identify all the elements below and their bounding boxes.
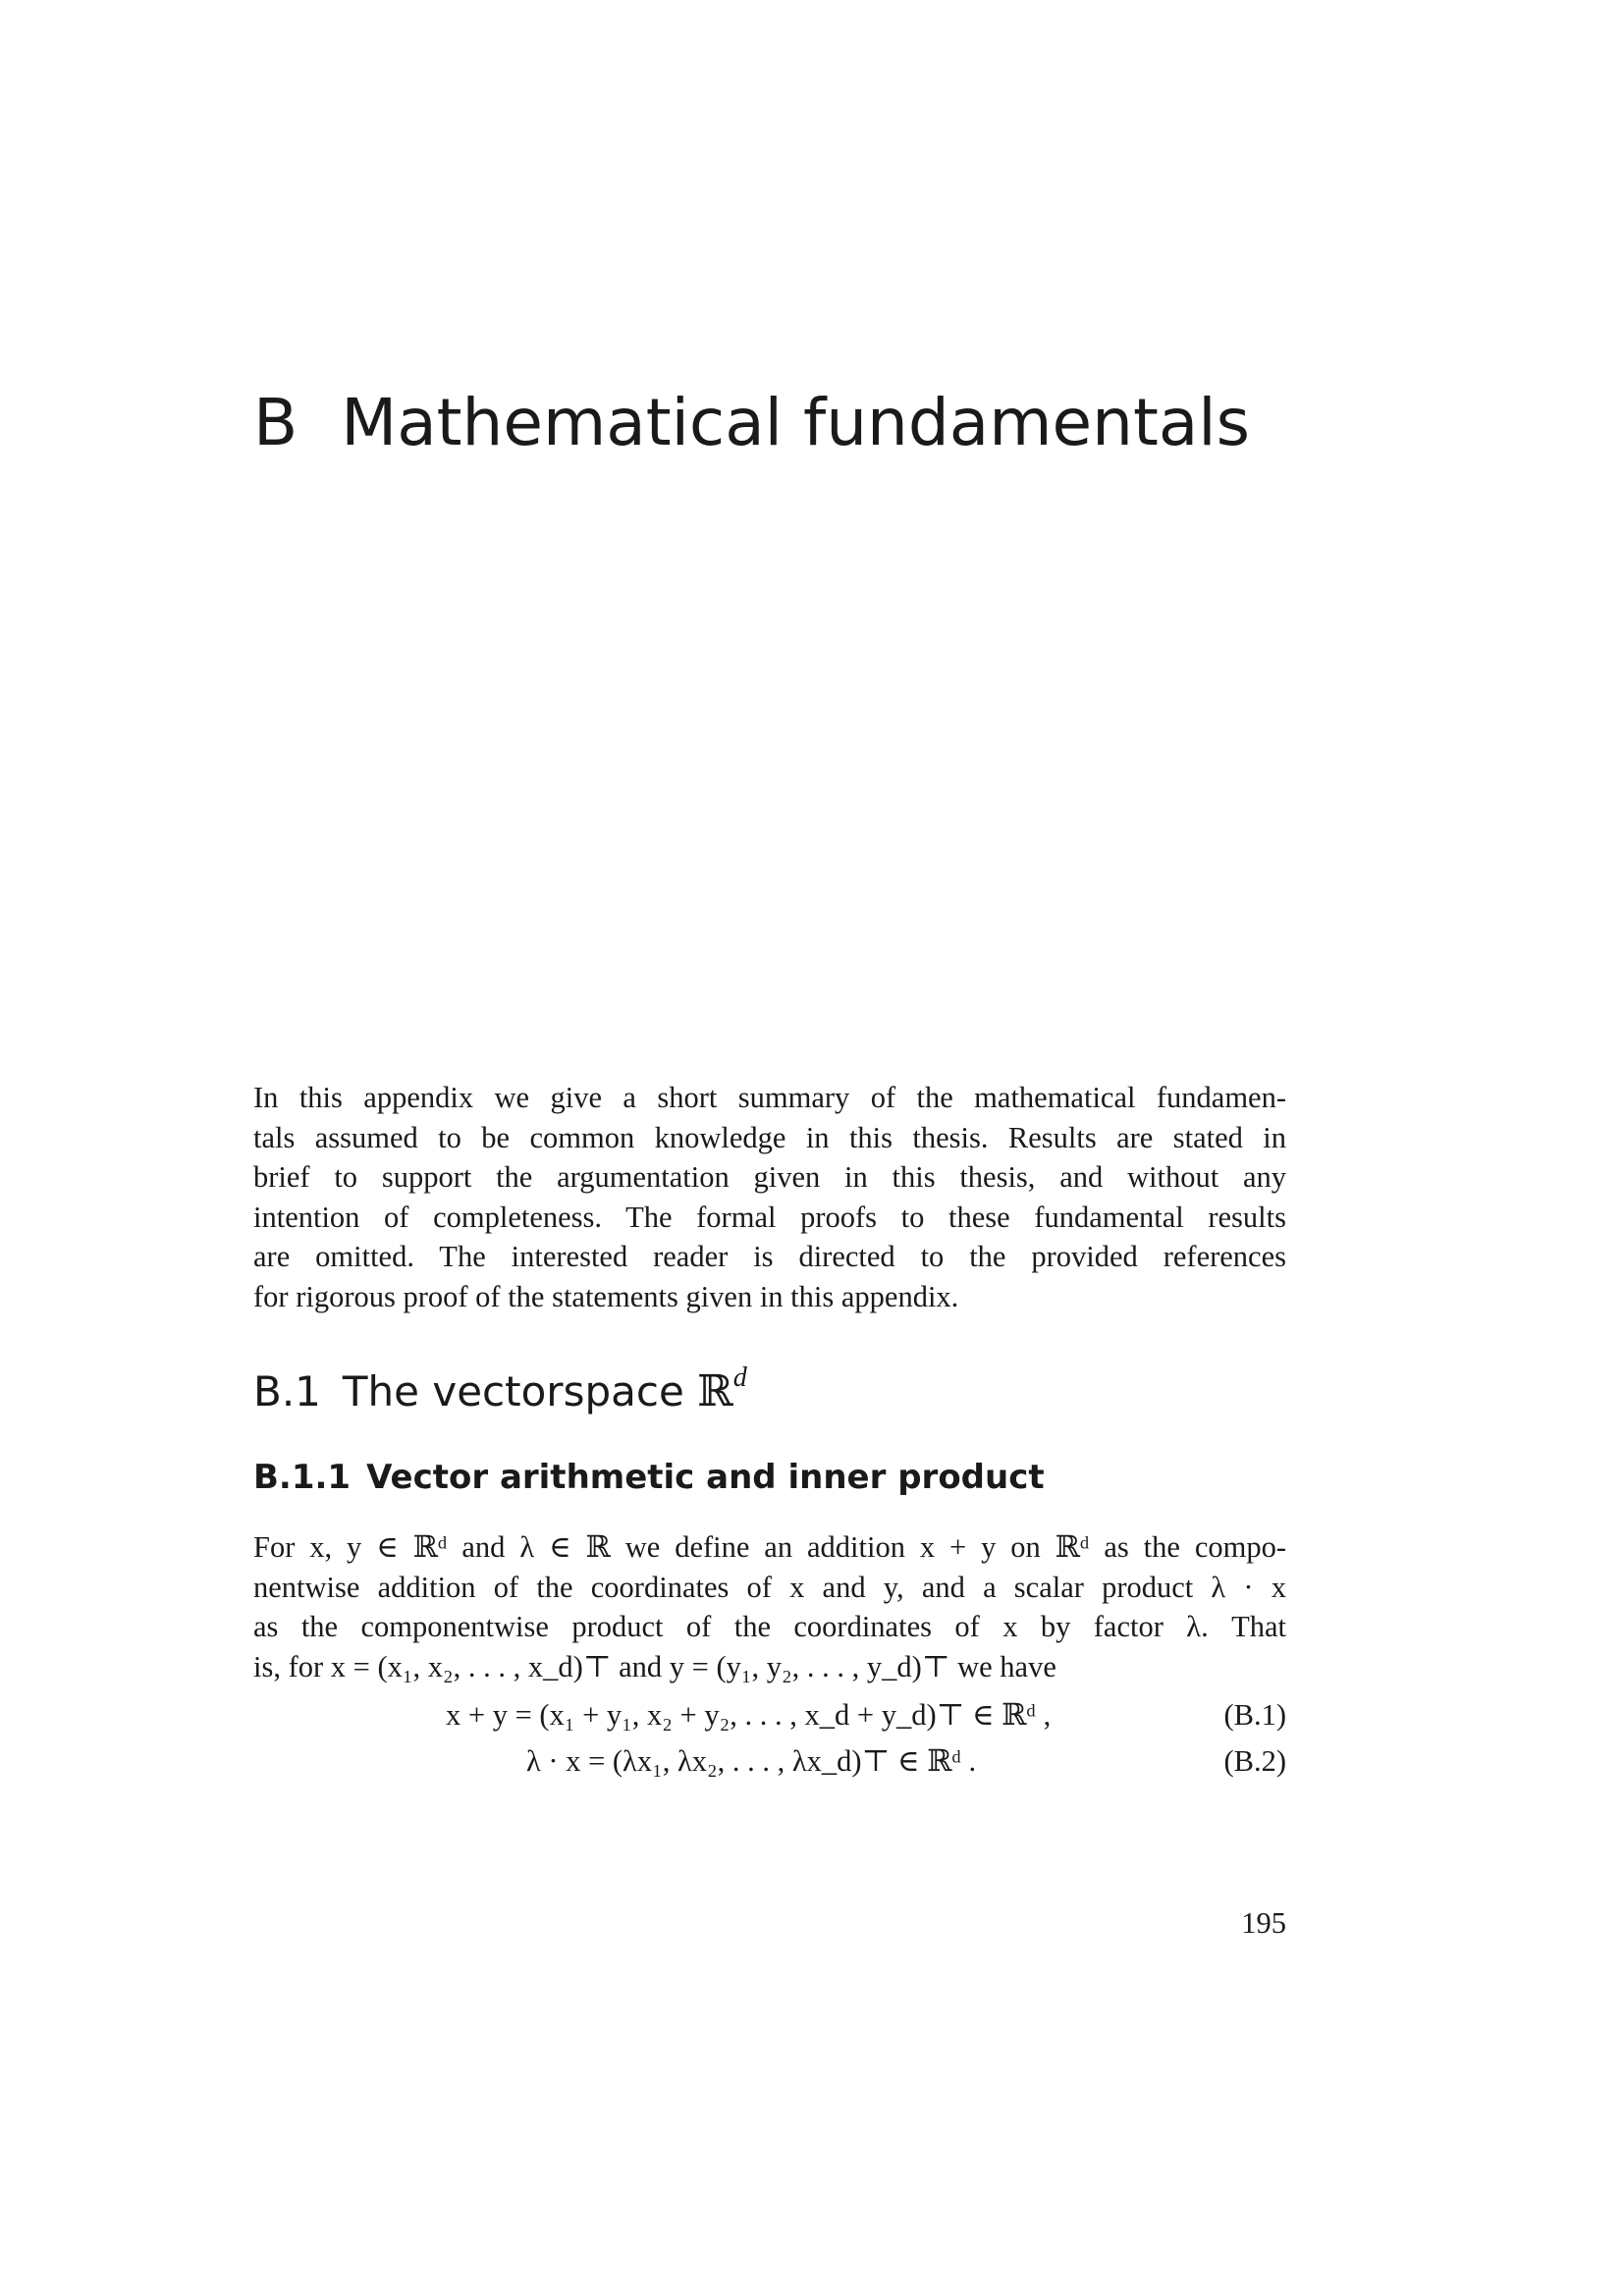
real-space-symbol: ℝ (697, 1366, 733, 1416)
intro-line: are omitted. The interested reader is directed to the provided references (253, 1240, 1286, 1273)
intro-line: for rigorous proof of the statements given in this appendix. (253, 1279, 959, 1313)
intro-line: tals assumed to be common knowledge in this thesis. Results are stated in (253, 1120, 1286, 1154)
equation-b2 (253, 1739, 1286, 1783)
body-line: is, for x = (x₁, x₂, . . . , x_d)⊤ and y = (y₁, y₂, . . . , y_d)⊤ we have (253, 1649, 1056, 1683)
equation-number: (B.1) (1223, 1698, 1286, 1732)
body-line: For x, y ∈ ℝᵈ and λ ∈ ℝ we define an addition x + y on ℝᵈ as the compo- (253, 1530, 1286, 1564)
subsection-heading (253, 1458, 1045, 1497)
equation-expression: x + y = (x₁ + y₁, x₂ + y₂, . . . , x_d + y_d)⊤ ∈ ℝᵈ , (446, 1698, 1052, 1732)
intro-paragraph (253, 1078, 1286, 1316)
equation-number: (B.2) (1223, 1744, 1286, 1778)
section-title-text: The vectorspace (342, 1367, 684, 1415)
body-line: nentwise addition of the coordinates of x and y, and a scalar product λ · x (253, 1570, 1286, 1604)
intro-line: brief to support the argumentation given in this thesis, and without any (253, 1160, 1286, 1194)
intro-line: intention of completeness. The formal proofs to these fundamental results (253, 1200, 1286, 1234)
subsection-number: B.1.1 (253, 1458, 352, 1497)
chapter-title-text: Mathematical fundamentals (341, 385, 1250, 460)
equation-expression: λ · x = (λx₁, λx₂, . . . , λx_d)⊤ ∈ ℝᵈ . (526, 1744, 977, 1778)
body-paragraph (253, 1527, 1286, 1686)
subsection-title-text: Vector arithmetic and inner product (366, 1458, 1045, 1497)
body-line: as the componentwise product of the coordinates of x by factor λ. That (253, 1610, 1286, 1643)
chapter-number: B (253, 385, 298, 460)
intro-line: In this appendix we give a short summary of the mathematical fundamen- (253, 1081, 1286, 1114)
chapter-title (253, 385, 1250, 460)
section-number: B.1 (253, 1367, 321, 1415)
section-heading (253, 1362, 747, 1416)
page-number: 195 (1241, 1906, 1286, 1940)
equation-b1 (253, 1693, 1286, 1736)
dimension-superscript: d (732, 1362, 747, 1393)
